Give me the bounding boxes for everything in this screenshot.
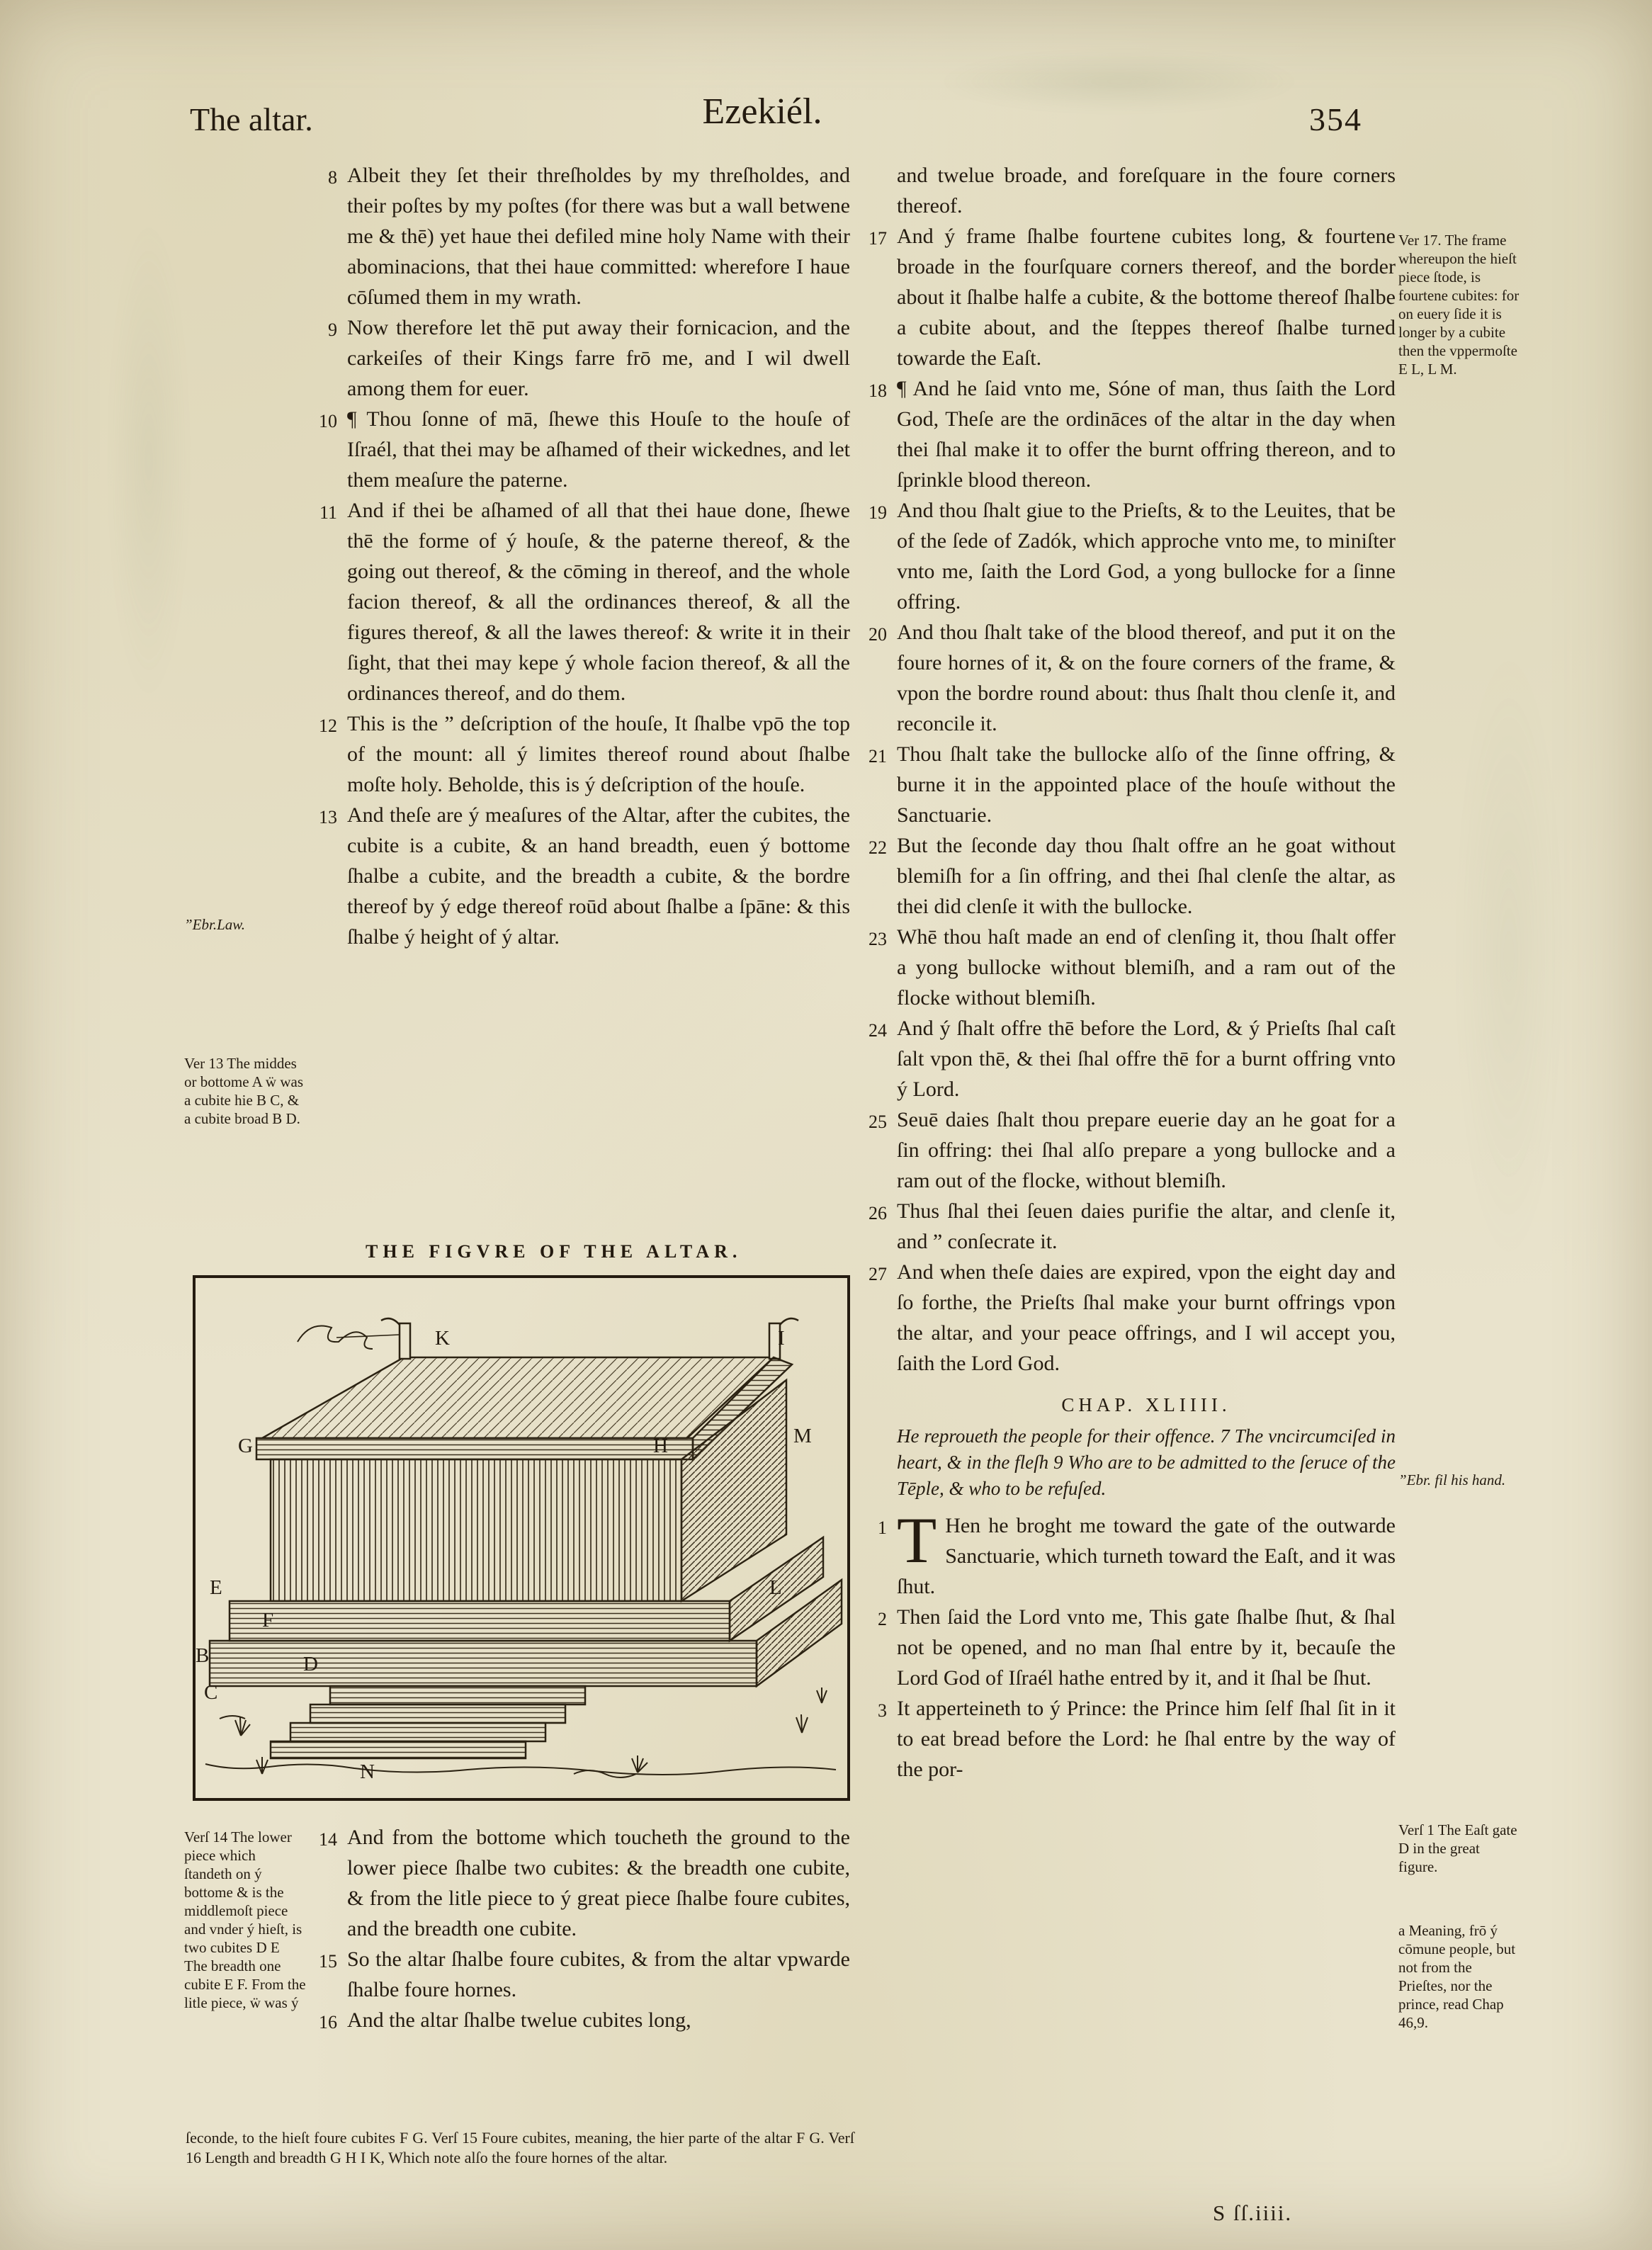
page-number: 354	[1309, 101, 1362, 137]
verse-text: Thus ſhal thei ſeuen daies purifie the altar, and clenſe it, and ” conſecrate it.	[897, 1199, 1396, 1253]
left-column-lower	[306, 1822, 850, 2035]
verse-text: And ý ſhalt offre thē before the Lord, & ý Prieſts ſhal caſt ſalt vpon thē, & thei ſhal offre thē for a burnt offring vnto ý Lord.	[897, 1017, 1396, 1101]
margin-note-ver17: Ver 17. The frame whereupon the hieſt piece ſtode, is fourtene cubites: for on euery ſide it is longer by a cubite then the vppermoſte E L, L M.	[1398, 232, 1520, 378]
verse-number: 17	[869, 228, 887, 249]
verse-row	[306, 1822, 850, 1944]
verse-row	[856, 617, 1396, 739]
verse-text: So the altar ſhalbe foure cubites, & from the altar vpwarde ſhalbe foure hornes.	[347, 1947, 850, 2001]
verse-row	[856, 1196, 1396, 1257]
figure-letter: B	[196, 1644, 210, 1667]
verse-row	[306, 800, 850, 952]
verse-number: 2	[878, 1609, 887, 1629]
verse-number: 14	[319, 1829, 337, 1850]
margin-note-a-meaning: a Meaning, frō ý cōmune people, but not from the Prieſtes, nor the prince, read Chap 46,9.	[1398, 1922, 1516, 2031]
verse-text: And ý frame ſhalbe fourtene cubites long, & fourtene broade in the fourſquare corners thereof, and the border about it ſhalbe halfe a cubite, & the bottome thereof ſhalbe a cubite about, and the ſteppes thereof ſhalbe turned towarde the Eaſt.	[897, 225, 1396, 370]
verse-text: But the ſeconde day thou ſhalt offre an he goat without blemiſh for a ſin offring, and thei ſhal clenſe the altar, as thei did clenſe it with the bullocke.	[897, 834, 1396, 918]
verse-row	[856, 1257, 1396, 1379]
verse-row	[856, 1013, 1396, 1104]
verse-row	[306, 404, 850, 495]
verse-number: 8	[328, 167, 337, 188]
figure-letter: D	[303, 1653, 318, 1675]
bleedthrough-smudge	[106, 213, 191, 708]
verse-number: 15	[319, 1951, 337, 1972]
verse-text: Then ſaid the Lord vnto me, This gate ſhalbe ſhut, & ſhal not be opened, and no man ſhal entre by it, becauſe the Lord God of Iſraél hathe entred by it, and it ſhal be ſhut.	[897, 1605, 1396, 1690]
figure-letter: H	[653, 1435, 668, 1457]
verse-row	[306, 160, 850, 312]
figure-letter: G	[238, 1435, 253, 1457]
verse-text: Albeit they ſet their threſholdes by my threſholdes, and their poſtes by my poſtes (for there was but a wall betwene me & thē) yet haue thei defiled mine holy Name with their abominacions, that thei haue committed: wherefore I haue cōſumed them in my wrath.	[347, 164, 850, 309]
altar-drawing	[210, 1318, 842, 1758]
altar-woodcut	[191, 1274, 852, 1802]
verse-text: And the altar ſhalbe twelue cubites long,	[347, 2008, 691, 2032]
right-column	[856, 160, 1396, 1785]
verse-row	[306, 495, 850, 708]
verse-row	[306, 708, 850, 800]
figure-letter: M	[793, 1425, 812, 1447]
verse-row	[306, 1944, 850, 2005]
signature-mark: S ſſ.iiii.	[1213, 2200, 1293, 2225]
verse-number: 1	[878, 1517, 887, 1538]
verse-number: 13	[319, 807, 337, 827]
verse-text: And theſe are ý meaſures of the Altar, after the cubites, the cubite is a cubite, & an hand breadth, euen ý bottome ſhalbe a cubite, and the breadth a cubite, & the bordre thereof by ý edge thereof roūd about ſhalbe a ſpāne: & this ſhalbe ý height of ý altar.	[347, 803, 850, 949]
right-verses	[856, 221, 1396, 1379]
verse-row	[306, 312, 850, 404]
verse-number: 24	[869, 1020, 887, 1041]
running-head-left: The altar.	[190, 101, 313, 137]
verse-row	[856, 495, 1396, 617]
verse-text: ¶ Thou ſonne of mā, ſhewe this Houſe to the houſe of Iſraél, that thei may be aſhamed of their wickednes, and let them meaſure the paterne.	[347, 407, 850, 492]
verse-text: And thou ſhalt take of the blood thereof, and put it on the foure hornes of it, & on the foure corners of the frame, & vpon the bordre round about: thus ſhalt thou clenſe it, and reconcile it.	[897, 621, 1396, 735]
verse-text: And when theſe daies are expired, vpon the eight day and ſo forthe, the Prieſts ſhal make your burnt offrings vpon the altar, and your peace offrings, and I wil accept you, ſaith the Lord God.	[897, 1260, 1396, 1375]
verse-chap44-1	[856, 1504, 1396, 1602]
verse-text: And from the bottome which toucheth the ground to the lower piece ſhalbe two cubites: & the breadth one cubite, & from the litle piece to ý great piece ſhalbe foure cubites, and the breadth one cubite.	[347, 1826, 850, 1940]
left-column	[306, 160, 850, 952]
verse-number: 16	[319, 2012, 337, 2033]
verse-number: 20	[869, 624, 887, 645]
verse-text: Now therefore let thē put away their fornicacion, and the carkeiſes of their Kings farre frō me, and I wil dwell among them for euer.	[347, 316, 850, 400]
verse-row	[856, 373, 1396, 495]
verse-text: Thou ſhalt take the bullocke alſo of the ſinne offring, & burne it in the appointed place of the houſe without the Sanctuarie.	[897, 742, 1396, 827]
verse-text: Hen he broght me toward the gate of the outwarde Sanctuarie, which turneth toward the Eaſt, and it was ſhut.	[897, 1514, 1396, 1598]
figure-letter: K	[435, 1327, 450, 1350]
verse-text: It apperteineth to ý Prince: the Prince him ſelf ſhal ſit in it to eat bread before the Lord: he ſhal entre by the way of the por-	[897, 1697, 1396, 1781]
figure-caption: THE FIGVRE OF THE ALTAR.	[366, 1241, 742, 1262]
figure-letter: N	[360, 1760, 375, 1783]
verse-text: Seuē daies ſhalt thou prepare euerie day an he goat for a ſin offring: thei ſhal alſo prepare a yong bullocke and a ram out of the flocke, without blemiſh.	[897, 1108, 1396, 1192]
verse-row	[856, 221, 1396, 373]
figure-letter: L	[769, 1576, 782, 1599]
verse-text: This is the ” deſcription of the houſe, It ſhalbe vpō the top of the mount: all ý limites thereof round about ſhalbe moſte holy. Beholde, this is ý deſcription of the houſe.	[347, 712, 850, 796]
verse-row	[856, 1602, 1396, 1693]
verse-row	[856, 922, 1396, 1013]
margin-note-ebr-fil: ”Ebr. fil his hand.	[1398, 1471, 1506, 1488]
book-title: Ezekiél.	[702, 91, 822, 132]
figure-letter: E	[210, 1576, 222, 1599]
verse-number: 18	[869, 380, 887, 401]
bottom-footnote: ſeconde, to the hieſt foure cubites F G. Verſ 15 Foure cubites, meaning, the hier parte of the altar F G. Verſ 16 Length and breadth G H I K, Which note alſo the foure hornes of the altar.	[186, 2129, 854, 2166]
verse-row	[856, 1693, 1396, 1785]
verse-text: ¶ And he ſaid vnto me, Sóne of man, thus ſaith the Lord God, Theſe are the ordināces of the altar in the day when thei ſhal make it to offer the burnt offring thereon, and to ſprinkle blood thereon.	[897, 377, 1396, 492]
margin-note-ver13: Ver 13 The middes or bottome A ẅ was a cubite hie B C, & a cubite broad B D.	[184, 1055, 303, 1127]
chapter-summary: He reproueth the people for their offence. 7 The vncircumciſed in heart, & in the fleſh 9 Who are to be admitted to the ſeruce of the Tēple, & who to be refuſed.	[897, 1425, 1396, 1499]
verse-number: 23	[869, 929, 887, 949]
verse-row	[856, 1104, 1396, 1196]
figure-letter: I	[778, 1327, 785, 1350]
verse-number: 11	[319, 502, 337, 523]
verse-text: Whē thou haſt made an end of clenſing it, thou ſhalt offer a yong bullocke without blemiſh, and a ram out of the flocke without blemiſh.	[897, 925, 1396, 1010]
verse-number: 22	[869, 837, 887, 858]
verse16-continuation: and twelue broade, and foreſquare in the foure corners thereof.	[897, 164, 1396, 217]
verse-number: 25	[869, 1112, 887, 1132]
verse-text: And if thei be aſhamed of all that thei haue done, ſhewe thē the forme of ý houſe, & the paterne thereof, & the going out thereof, & the cōming in thereof, and the whole facion thereof, & all the ordinances thereof, & all the figures thereof, & all the lawes thereof: & write it in their ſight, that thei may kepe ý whole facion thereof, & all the ordinances thereof, and do them.	[347, 499, 850, 705]
margin-note-vers1: Verſ 1 The Eaſt gate D in the great figure.	[1398, 1821, 1517, 1875]
altar-woodcut-svg	[191, 1274, 852, 1802]
bleedthrough-smudge	[1452, 638, 1566, 1275]
margin-note-ebr-law: ”Ebr.Law.	[184, 916, 245, 933]
verse-row	[856, 739, 1396, 830]
chapter-heading: CHAP. XLIIII.	[1061, 1394, 1231, 1415]
verse-number: 26	[869, 1203, 887, 1223]
verse-text: And thou ſhalt giue to the Prieſts, & to the Leuites, that be of the ſede of Zadók, which approche vnto me, to miniſter vnto me, ſaith the Lord God, a yong bullocke for a ſinne offring.	[897, 499, 1396, 614]
verse-row	[306, 2005, 850, 2035]
right-verses-chap44	[856, 1602, 1396, 1785]
verse-row	[856, 830, 1396, 922]
verse-number: 10	[319, 411, 337, 431]
verse-number: 19	[869, 502, 887, 523]
verse-number: 3	[878, 1700, 887, 1721]
drop-cap: T	[897, 1504, 937, 1576]
verse-number: 27	[869, 1264, 887, 1284]
verse-number: 9	[328, 320, 337, 340]
figure-letter: F	[262, 1609, 274, 1632]
verse-number: 21	[869, 746, 887, 767]
verse-number: 12	[319, 716, 337, 736]
margin-note-vers14: Verſ 14 The lower piece which ſtandeth on ý bottome & is the middlemoſt piece and vnder ý hieſt, is two cubites D E The breadth one cubite E F. From the litle piece, ẅ was ý	[184, 1828, 306, 2011]
figure-letter: C	[204, 1681, 218, 1704]
